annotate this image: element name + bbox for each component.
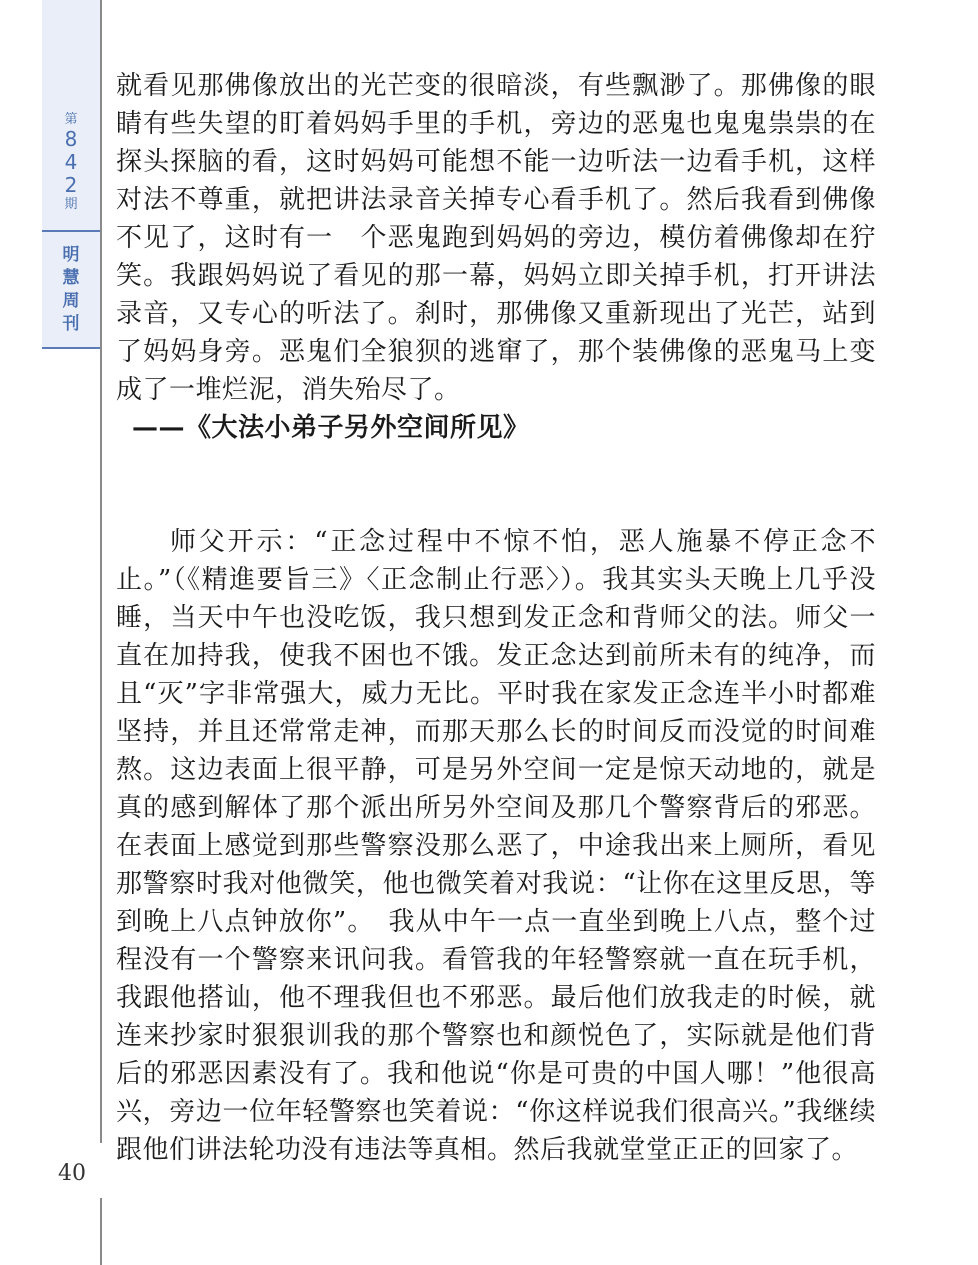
article-body bbox=[116, 67, 876, 1169]
issue-prefix: 第 bbox=[64, 112, 78, 127]
paragraph-gap bbox=[116, 447, 876, 523]
paragraph: 师父开示：“正念过程中不惊不怕，恶人施暴不停正念不止。”（《精進要旨三》〈正念制止行恶〉）。我其实头天晚上几乎没睡，当天中午也没吃饭，我只想到发正念和背师父的法。师父一直在加持我，使我不困也不饿。发正念达到前所未有的纯净，而且“灭”字非常强大，威力无比。平时我在家发正念连半小时都难坚持，并且还常常走神，而那天那么长的时间反而没觉的时间难熬。这边表面上很平静，可是另外空间一定是惊天动地的，就是真的感到解体了那个派出所另外空间及那几个警察背后的邪恶。在表面上感觉到那些警察没那么恶了，中途我出来上厕所，看见那警察时我对他微笑，他也微笑着对我说：“让你在这里反思，等到晚上八点钟放你”。 我从中午一点一直坐到晚上八点，整个过程没有一个警察来讯问我。看管我的年轻警察就一直在玩手机，我跟他搭讪，他不理我但也不邪恶。最后他们放我走的时候，就连来抄家时狠狠训我的那个警察也和颜悦色了，实际就是他们背后的邪恶因素没有了。我和他说“你是可贵的中国人哪！”他很高兴，旁边一位年轻警察也笑着说：“你这样说我们很高兴。”我继续跟他们讲法轮功没有违法等真相。然后我就堂堂正正的回家了。 bbox=[116, 527, 876, 1165]
sidebar-divider bbox=[42, 230, 100, 232]
margin-rule bbox=[100, 1198, 102, 1265]
magazine-title-char: 周 bbox=[62, 291, 80, 311]
source-citation: ——《大法小弟子另外空间所见》 bbox=[132, 413, 530, 443]
margin-rule bbox=[100, 0, 102, 1143]
issue-digit: 4 bbox=[64, 150, 78, 174]
page-number: 40 bbox=[58, 1161, 86, 1186]
magazine-title-char: 慧 bbox=[62, 268, 80, 288]
issue-suffix: 期 bbox=[64, 197, 78, 212]
issue-digit: 2 bbox=[64, 173, 78, 197]
magazine-title-char: 刊 bbox=[62, 314, 80, 334]
magazine-title-char: 明 bbox=[62, 245, 80, 265]
paragraph: 就看见那佛像放出的光芒变的很暗淡，有些飘渺了。那佛像的眼睛有些失望的盯着妈妈手里的手机，旁边的恶鬼也鬼鬼祟祟的在探头探脑的看，这时妈妈可能想不能一边听法一边看手机，这样对法不尊重，就把讲法录音关掉专心看手机了。然后我看到佛像不见了，这时有一 个恶鬼跑到妈妈的旁边，模仿着佛像却在狞笑。我跟妈妈说了看见的那一幕，妈妈立即关掉手机，打开讲法录音，又专心的听法了。刹时，那佛像又重新现出了光芒，站到了妈妈身旁。恶鬼们全狼狈的逃窜了，那个装佛像的恶鬼马上变成了一堆烂泥，消失殆尽了。 bbox=[116, 71, 876, 405]
magazine-title bbox=[42, 244, 100, 336]
issue-number bbox=[42, 112, 100, 213]
issue-digit: 8 bbox=[64, 127, 78, 151]
